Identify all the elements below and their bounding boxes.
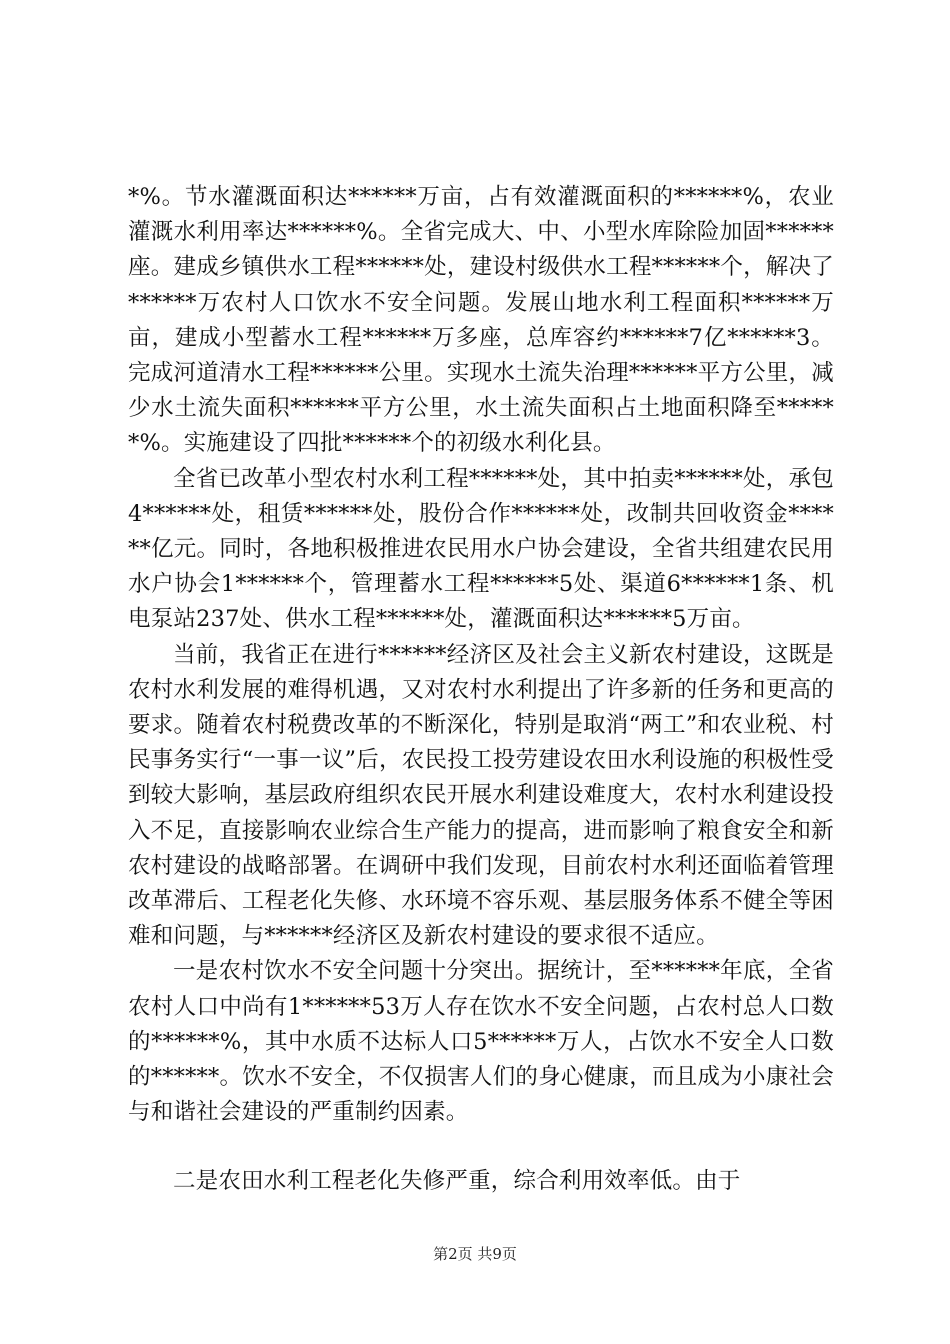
paragraph-irrigation-aging: 二是农田水利工程老化失修严重，综合利用效率低。由于: [173, 1168, 741, 1195]
paragraph-drinking-water: 一是农村饮水不安全问题十分突出。据统计，至******年底，全省农村人口中尚有1******53万人存在饮水不安全问题，占农村总人口数的******%，其中水质不达标人口5******万人，占饮水不安全人口数的******。饮水不安全，不仅损害人们的身心健康，而且成为小康社会与和谐社会建设的严重制约因素。: [128, 958, 834, 1126]
document-body: [128, 180, 834, 1200]
paragraph-statistics: *%。节水灌溉面积达******万亩，占有效灌溉面积的******%，农业灌溉水利用率达******%。全省完成大、中、小型水库除险加固******座。建成乡镇供水工程******处，建设村级供水工程******个，解决了******万农村人口饮水不安全问题。发展山地水利工程面积******万亩，建成小型蓄水工程******万多座，总库容约******7亿******3。完成河道清水工程******公里。实现水土流失治理******平方公里，减少水土流失面积******平方公里，水土流失面积占土地面积降至******%。实施建设了四批******个的初级水利化县。: [128, 184, 834, 457]
page-footer: [0, 1244, 950, 1264]
paragraph-reform: 全省已改革小型农村水利工程******处，其中拍卖******处，承包4******处，租赁******处，股份合作******处，改制共回收资金******亿元。同时，各地积极推进农民用水户协会建设，全省共组建农民用水户协会1******个，管理蓄水工程******5处、渠道6******1条、机电泵站237处、供水工程******处，灌溉面积达******5万亩。: [128, 465, 834, 633]
paragraph-current-situation: 当前，我省正在进行******经济区及社会主义新农村建设，这既是农村水利发展的难得机遇，又对农村水利提出了许多新的任务和更高的要求。随着农村税费改革的不断深化，特别是取消“两工”和农业税、村民事务实行“一事一议”后，农民投工投劳建设农田水利设施的积极性受到较大影响，基层政府组织农民开展水利建设难度大，农村水利建设投入不足，直接影响农业综合生产能力的提高，进而影响了粮食安全和新农村建设的战略部署。在调研中我们发现，目前农村水利还面临着管理改革滞后、工程老化失修、水环境不容乐观、基层服务体系不健全等困难和问题，与******经济区及新农村建设的要求很不适应。: [128, 641, 834, 950]
page-indicator: 第2页 共9页: [433, 1245, 517, 1263]
